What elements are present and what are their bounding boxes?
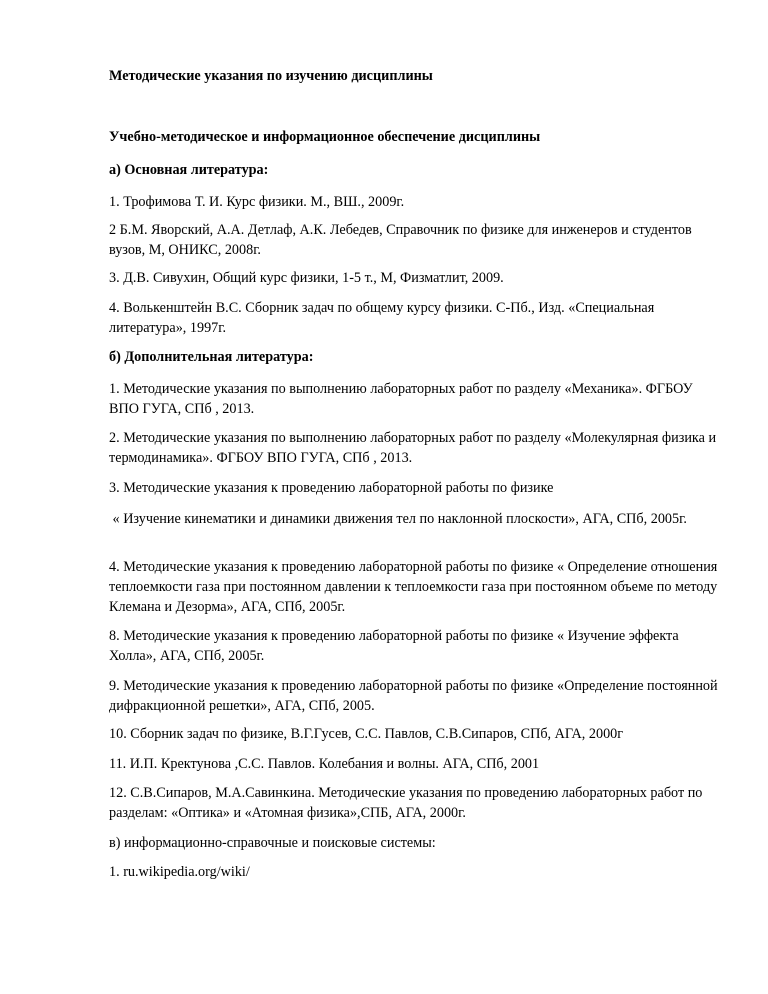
basic-literature-heading: а) Основная литература:: [109, 162, 269, 178]
info-systems-item: 1. ru.wikipedia.org/wiki/: [109, 864, 250, 880]
document-title: Методические указания по изучению дисциплины: [109, 68, 433, 84]
basic-literature-item: 2 Б.М. Яворский, А.А. Детлаф, А.К. Лебедев, Справочник по физике для инженеров и студентов вузов, М, ОНИКС, 2008г.: [109, 222, 692, 258]
additional-literature-heading: б) Дополнительная литература:: [109, 349, 314, 365]
additional-literature-item: 3. Методические указания к проведению лабораторной работы по физике: [109, 480, 554, 496]
additional-literature-item: 2. Методические указания по выполнению лабораторных работ по разделу «Молекулярная физика и термодинамика». ФГБОУ ВПО ГУГА, СПб , 2013.: [109, 430, 717, 466]
additional-literature-item: 4. Методические указания к проведению лабораторной работы по физике « Определение отношения теплоемкости газа при постоянном давлении к теплоемкости газа при постоянном объеме по методу Клемана и Дезорма», АГА, СПб, 2005г.: [109, 559, 718, 615]
additional-literature-item: « Изучение кинематики и динамики движения тел по наклонной плоскости», АГА, СПб, 2005г.: [109, 511, 687, 527]
info-systems-heading: в) информационно-справочные и поисковые системы:: [109, 835, 436, 851]
basic-literature-item: 4. Волькенштейн В.С. Сборник задач по общему курсу физики. С-Пб., Изд. «Специальная литература», 1997г.: [109, 300, 655, 336]
additional-literature-item: 10. Сборник задач по физике, В.Г.Гусев, С.С. Павлов, С.В.Сипаров, СПб, АГА, 2000г: [109, 726, 624, 742]
section-title: Учебно-методическое и информационное обеспечение дисциплины: [109, 129, 541, 145]
additional-literature-item: 1. Методические указания по выполнению лабораторных работ по разделу «Механика». ФГБОУ ВПО ГУГА, СПб , 2013.: [109, 381, 693, 417]
basic-literature-item: 1. Трофимова Т. И. Курс физики. М., ВШ., 2009г.: [109, 194, 405, 210]
additional-literature-item: 11. И.П. Кректунова ,С.С. Павлов. Колебания и волны. АГА, СПб, 2001: [109, 756, 540, 772]
additional-literature-item: 8. Методические указания к проведению лабораторной работы по физике « Изучение эффекта Холла», АГА, СПб, 2005г.: [109, 628, 679, 664]
additional-literature-item: 12. С.В.Сипаров, М.А.Савинкина. Методические указания по проведению лабораторных работ по разделам: «Оптика» и «Атомная физика»,СПБ, АГА, 2000г.: [109, 785, 703, 821]
basic-literature-item: 3. Д.В. Сивухин, Общий курс физики, 1-5 т., М, Физматлит, 2009.: [109, 270, 504, 286]
additional-literature-item: 9. Методические указания к проведению лабораторной работы по физике «Определение постоянной дифракционной решетки», АГА, СПб, 2005.: [109, 678, 718, 714]
